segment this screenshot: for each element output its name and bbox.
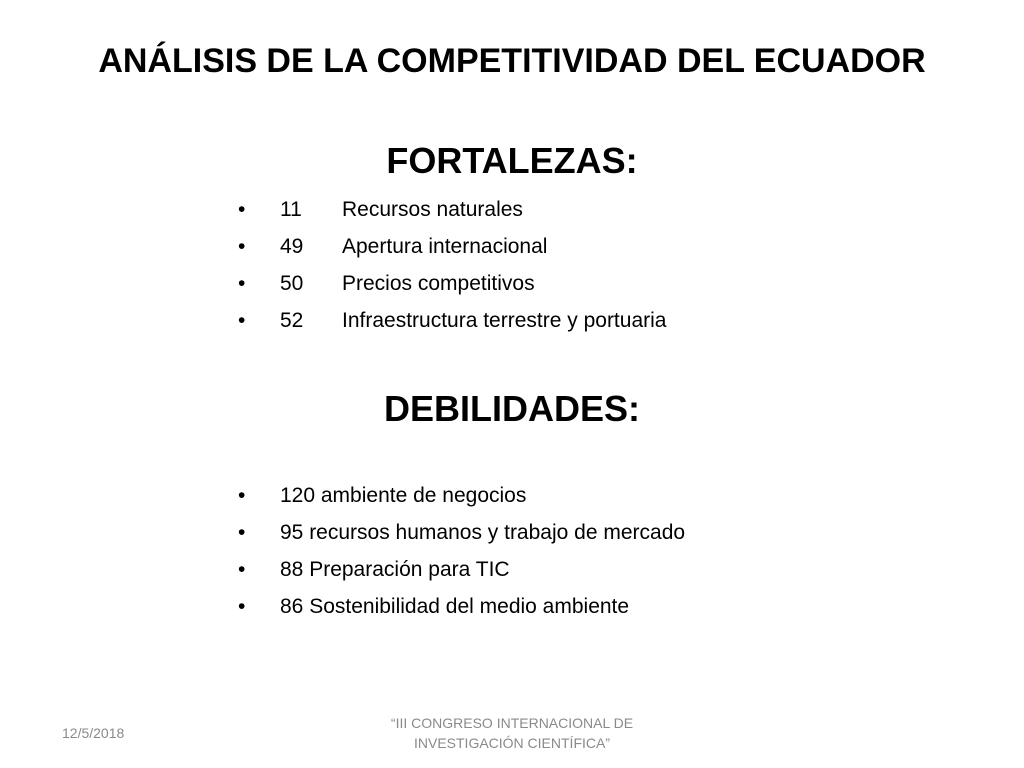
bullet-icon: • xyxy=(238,235,246,258)
bullet-icon: • xyxy=(238,558,246,581)
item-rank: 52 xyxy=(280,309,304,332)
bullet-icon: • xyxy=(238,484,246,507)
item-rank: 50 xyxy=(280,272,304,295)
item-text: 86 Sostenibilidad del medio ambiente xyxy=(280,595,630,618)
slide-title: ANÁLISIS DE LA COMPETITIVIDAD DEL ECUADOR xyxy=(98,42,926,80)
item-rank: 11 xyxy=(280,198,302,221)
item-text: 120 ambiente de negocios xyxy=(280,484,527,507)
item-text: Precios competitivos xyxy=(342,272,535,295)
bullet-icon: • xyxy=(238,198,246,221)
item-text: Apertura internacional xyxy=(342,235,548,258)
item-rank: 49 xyxy=(280,235,304,258)
fortalezas-heading: FORTALEZAS: xyxy=(386,140,638,181)
footer-date: 12/5/2018 xyxy=(62,725,125,741)
item-text: Recursos naturales xyxy=(342,198,523,221)
item-text: 88 Preparación para TIC xyxy=(280,558,510,581)
footer-event-line2: INVESTIGACIÓN CIENTÍFICA” xyxy=(413,735,610,751)
bullet-icon: • xyxy=(238,595,246,618)
bullet-icon: • xyxy=(238,521,246,544)
item-text: 95 recursos humanos y trabajo de mercado xyxy=(280,521,686,544)
footer-event-line1: “III CONGRESO INTERNACIONAL DE xyxy=(390,715,634,731)
bullet-icon: • xyxy=(238,309,246,332)
debilidades-heading: DEBILIDADES: xyxy=(383,388,640,429)
bullet-icon: • xyxy=(238,272,246,295)
item-text: Infraestructura terrestre y portuaria xyxy=(342,309,667,332)
footer-event xyxy=(300,713,724,754)
